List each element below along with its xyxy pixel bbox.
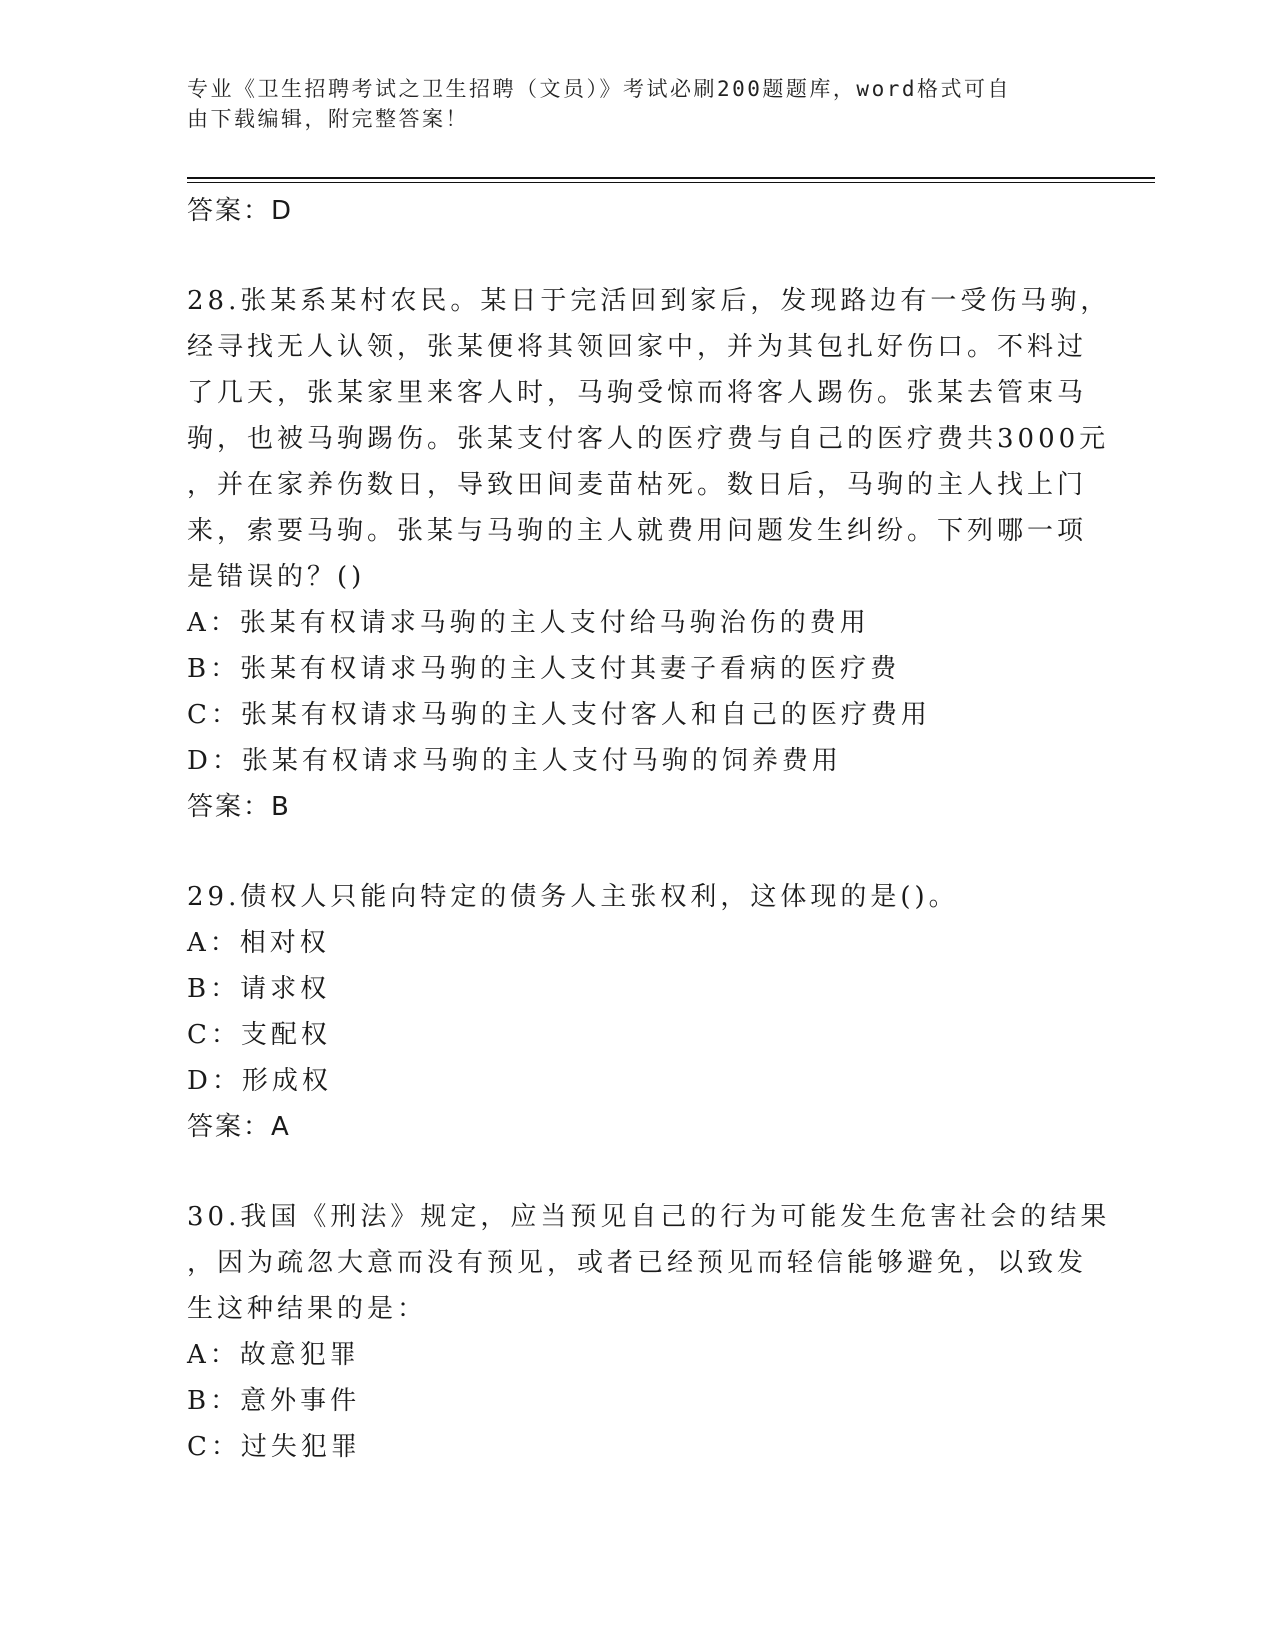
question-text-line: 来，索要马驹。张某与马驹的主人就费用问题发生纠纷。下列哪一项 bbox=[187, 516, 1088, 546]
spacer bbox=[187, 234, 1087, 278]
option-b: B：请求权 bbox=[187, 974, 331, 1004]
option-a: A：故意犯罪 bbox=[187, 1340, 360, 1370]
answer: 答案：B bbox=[187, 792, 291, 822]
option-d: D：张某有权请求马驹的主人支付马驹的饲养费用 bbox=[187, 746, 842, 776]
document-header bbox=[187, 74, 1067, 134]
spacer bbox=[187, 1150, 1087, 1194]
option-a: A：张某有权请求马驹的主人支付给马驹治伤的费用 bbox=[187, 608, 870, 638]
option-a: A：相对权 bbox=[187, 928, 330, 958]
question-text-line: 28.张某系某村农民。某日于完活回到家后，发现路边有一受伤马驹， bbox=[187, 286, 1111, 316]
header-line-2: 由下载编辑，附完整答案！ bbox=[187, 107, 469, 131]
option-c: C：张某有权请求马驹的主人支付客人和自己的医疗费用 bbox=[187, 700, 931, 730]
previous-answer: 答案：D bbox=[187, 196, 294, 226]
question-list bbox=[187, 188, 1111, 1470]
header-divider-thin bbox=[187, 182, 1155, 183]
question-text-line: 经寻找无人认领，张某便将其领回家中，并为其包扎好伤口。不料过 bbox=[187, 332, 1088, 362]
option-d: D：形成权 bbox=[187, 1066, 332, 1096]
spacer bbox=[187, 830, 1087, 874]
question-text-line: 是错误的？() bbox=[187, 562, 366, 592]
question-text-line: 驹，也被马驹踢伤。张某支付客人的医疗费与自己的医疗费共3000元 bbox=[187, 424, 1110, 454]
option-b: B：意外事件 bbox=[187, 1386, 361, 1416]
question-text-line: ，因为疏忽大意而没有预见，或者已经预见而轻信能够避免，以致发 bbox=[187, 1248, 1088, 1278]
header-line-1: 专业《卫生招聘考试之卫生招聘（文员）》考试必刷200题题库，word格式可自 bbox=[187, 77, 1011, 101]
header-divider bbox=[187, 177, 1155, 179]
question-text-line: 了几天，张某家里来客人时，马驹受惊而将客人踢伤。张某去管束马 bbox=[187, 378, 1088, 408]
question-text-line: ，并在家养伤数日，导致田间麦苗枯死。数日后，马驹的主人找上门 bbox=[187, 470, 1088, 500]
option-c: C：过失犯罪 bbox=[187, 1432, 361, 1462]
question-text-line: 29.债权人只能向特定的债务人主张权利，这体现的是()。 bbox=[187, 882, 959, 912]
question-28 bbox=[187, 278, 1111, 830]
question-text-line: 30.我国《刑法》规定，应当预见自己的行为可能发生危害社会的结果 bbox=[187, 1202, 1111, 1232]
question-text-line: 生这种结果的是： bbox=[187, 1294, 428, 1324]
option-c: C：支配权 bbox=[187, 1020, 331, 1050]
option-b: B：张某有权请求马驹的主人支付其妻子看病的医疗费 bbox=[187, 654, 901, 684]
question-29 bbox=[187, 874, 1087, 1150]
answer: 答案：A bbox=[187, 1112, 291, 1142]
question-30 bbox=[187, 1194, 1111, 1470]
